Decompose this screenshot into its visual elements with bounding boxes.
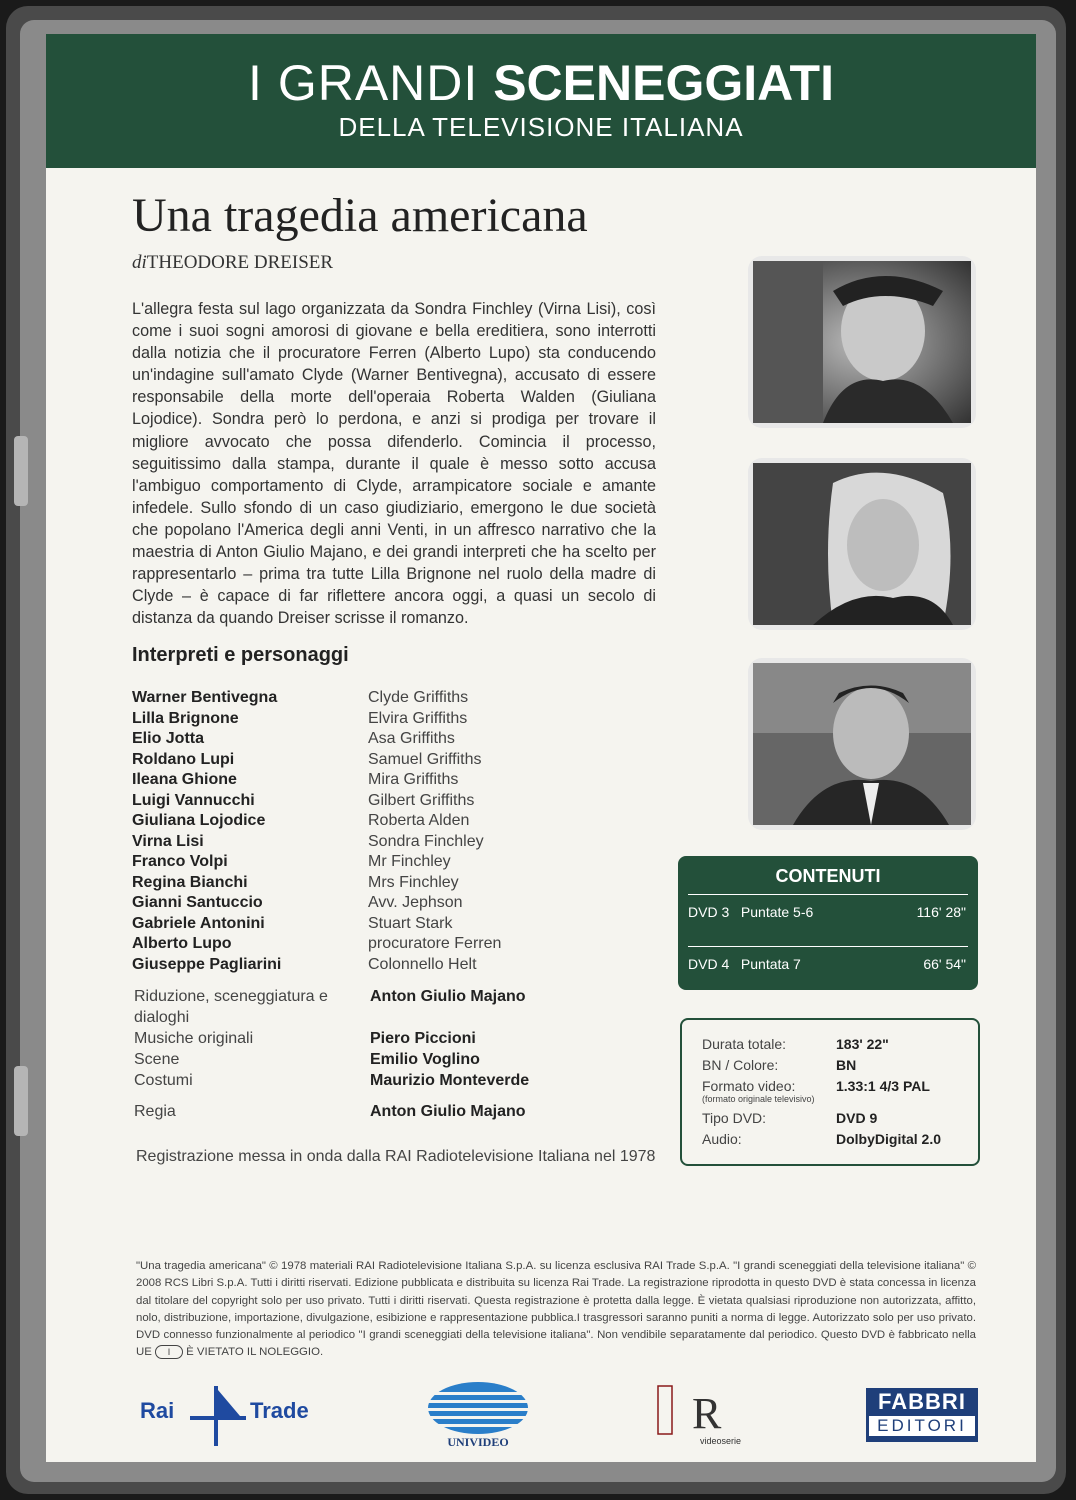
cast-row xyxy=(132,852,501,873)
legal-notice xyxy=(136,1258,976,1362)
fabbri-editori-logo xyxy=(866,1388,978,1442)
legal-text: "Una tragedia americana" © 1978 materiali RAI Radiotelevisione Italiana S.p.A. su licenza esclusiva RAI Trade S.p.A. "I grandi sceneggiati della televisione italiana" © 2008 RCS Libri S.p.A. Tutti i diritti riservati. Edizione pubblicata e distribuita su licenza Rai Trade. La registrazione riprodotta in questo DVD è stata concessa in licenza dal titolare del copyright solo per uso privato. Tutti i diritti riservati. Questa registrazione è protetta dalla legge. È vietata qualsiasi riproduzione non autorizzata, affitto, nolo, distribuzione, importazione, divulgazione, esibizione e rappresentazione pubblica.I trasgressori saranno puniti a norma di legge. Autorizzato solo per uso privato. DVD connesso funzionalmente al periodico "I grandi sceneggiati della televisione italiana". Non vendibile separatamente dal periodico. Questo DVD è fabbricato nella UE xyxy=(136,1260,976,1359)
contents-duration: 116' 28" xyxy=(916,904,966,920)
tech-value: DVD 9 xyxy=(836,1110,878,1126)
crew-name: Maurizio Monteverde xyxy=(370,1072,530,1089)
cast-actor: Warner Bentivegna xyxy=(132,689,278,706)
tech-label xyxy=(702,1078,815,1104)
cast-role: Mrs Finchley xyxy=(368,873,459,891)
series-title-bold: SCENEGGIATI xyxy=(493,55,834,111)
univideo-text: UNIVIDEO xyxy=(447,1435,509,1449)
cast-row xyxy=(132,955,501,976)
contents-episodes: Puntata 7 xyxy=(740,956,801,972)
cast-row xyxy=(132,934,501,955)
author-line xyxy=(132,252,333,274)
trade-logo-text: Trade xyxy=(250,1398,309,1423)
univideo-logo xyxy=(426,1380,530,1450)
tech-value: 183' 22" xyxy=(836,1036,889,1052)
svg-text:R: R xyxy=(692,1389,722,1438)
still-photo xyxy=(748,256,976,428)
cast-role: Samuel Griffiths xyxy=(368,750,482,768)
divider xyxy=(688,946,968,947)
cast-actor: Ileana Ghione xyxy=(132,771,237,788)
tech-specs-box xyxy=(680,1018,980,1166)
tech-label: Tipo DVD: xyxy=(702,1110,767,1126)
series-subtitle: DELLA TELEVISIONE ITALIANA xyxy=(338,112,744,142)
still-photo xyxy=(748,658,976,830)
case-hinge xyxy=(14,436,28,506)
cast-row xyxy=(132,914,501,935)
case-hinge xyxy=(14,1066,28,1136)
videoserie-text: videoserie xyxy=(700,1436,742,1446)
rai-logo-text: Rai xyxy=(140,1398,175,1423)
cast-role: Sondra Finchley xyxy=(368,832,484,850)
contents-item xyxy=(688,956,966,972)
contents-episodes: Puntate 5-6 xyxy=(740,904,814,920)
cast-row xyxy=(132,729,501,750)
crew-role: Musiche originali xyxy=(134,1030,254,1047)
series-banner xyxy=(46,34,1036,168)
cast-row xyxy=(132,811,501,832)
cast-role: Clyde Griffiths xyxy=(368,689,469,706)
series-title-prefix: I GRANDI xyxy=(248,55,479,111)
crew-row xyxy=(134,986,529,1028)
contents-heading: CONTENUTI xyxy=(775,866,881,886)
cast-row xyxy=(132,893,501,914)
contents-disc: DVD 4 xyxy=(688,956,730,972)
crew-role: Costumi xyxy=(134,1072,193,1089)
cast-row xyxy=(132,688,501,709)
cast-list xyxy=(132,688,501,975)
tech-label: Audio: xyxy=(702,1131,742,1147)
cast-row xyxy=(132,791,501,812)
crew-row xyxy=(134,1070,529,1091)
cast-role: Roberta Alden xyxy=(368,812,470,829)
crew-list xyxy=(134,986,529,1122)
tech-label-text: Formato video: xyxy=(702,1078,796,1094)
author-name: THEODORE DREISER xyxy=(146,252,334,273)
cast-actor: Virna Lisi xyxy=(132,832,204,850)
crew-role: Scene xyxy=(134,1051,180,1068)
contents-item xyxy=(688,904,966,920)
tech-label: Durata totale: xyxy=(702,1036,787,1052)
cast-actor: Giuseppe Pagliarini xyxy=(132,955,282,973)
still-photo xyxy=(748,458,976,630)
fabbri-top-text: FABBRI xyxy=(878,1389,966,1414)
tech-value: BN xyxy=(836,1057,857,1073)
tech-value: DolbyDigital 2.0 xyxy=(836,1131,942,1147)
cast-actor: Roldano Lupi xyxy=(132,750,235,768)
synopsis: L'allegra festa sul lago organizzata da Sondra Finchley (Virna Lisi), così come i suoi sogni amorosi di giovane e bella ereditiera, sono interrotti dalla notizia che il procuratore Ferren (Alberto Lupo) sta conducendo un'indagine sull'amato Clyde (Warner Bentivegna), accusato di essere responsabile della morte dell'operaia Roberta Walden (Giuliana Lojodice). Sondra però lo perdona, e anzi si prodiga per trovare il migliore avvocato che possa difenderlo. Comincia il processo, seguitissimo dalla stampa, durante il quale è messo sotto accusa l'ambiguo comportamento di Clyde, arrampicatore sociale e amante infedele. Sullo sfondo di un caso giudiziario, emergono le due società che popolano l'America degli anni Venti, in un affresco narrativo che la maestria di Anton Giulio Majano, e dei grandi interpreti che ha scelto per rappresentarlo – prima tra tutte Lilla Brignone nel ruolo della madre di Clyde – è capace di far riflettere ancora oggi, a quasi un secolo di distanza da quando Dreiser scrisse il romanzo. xyxy=(132,300,656,628)
cast-role: Mira Griffiths xyxy=(368,771,459,788)
cast-actor: Giuliana Lojodice xyxy=(132,812,266,829)
back-cover xyxy=(46,34,1036,1462)
crew-row xyxy=(134,1101,529,1122)
ue-mark-text: I xyxy=(167,1347,171,1358)
cast-role: Avv. Jephson xyxy=(368,894,463,911)
cast-actor: Gabriele Antonini xyxy=(132,914,265,932)
crew-row xyxy=(134,1049,529,1070)
cast-role: Gilbert Griffiths xyxy=(368,791,475,809)
registration-note: Registrazione messa in onda dalla RAI Radiotelevisione Italiana nel 1978 xyxy=(136,1148,656,1165)
crew-name: Emilio Voglino xyxy=(370,1051,480,1068)
fabbri-bottom-text: EDITORI xyxy=(869,1416,975,1436)
cast-row xyxy=(132,770,501,791)
cast-role: procuratore Ferren xyxy=(368,935,502,952)
cast-row xyxy=(132,750,501,771)
cast-role: Mr Finchley xyxy=(368,853,451,870)
cast-role: Colonnello Helt xyxy=(368,955,477,973)
cast-row xyxy=(132,709,501,730)
author-prefix: di xyxy=(132,252,147,273)
cast-role: Asa Griffiths xyxy=(368,730,455,747)
cast-heading: Interpreti e personaggi xyxy=(132,644,349,666)
cast-actor: Franco Volpi xyxy=(132,853,228,870)
tech-value: 1.33:1 4/3 PAL xyxy=(836,1078,930,1094)
divider xyxy=(688,894,968,895)
crew-row xyxy=(134,1028,529,1049)
cast-row xyxy=(132,873,501,894)
tech-sublabel: (formato originale televisivo) xyxy=(702,1094,815,1104)
tech-label: BN / Colore: xyxy=(702,1057,779,1073)
legal-tail: È VIETATO IL NOLEGGIO. xyxy=(186,1346,324,1359)
film-title: Una tragedia americana xyxy=(132,189,588,242)
rai-trade-logo xyxy=(140,1380,320,1450)
ue-mark xyxy=(155,1345,183,1359)
cast-actor: Gianni Santuccio xyxy=(132,894,263,911)
crew-role: Regia xyxy=(134,1103,176,1120)
crew-role: Riduzione, sceneggiatura e dialoghi xyxy=(134,988,328,1026)
cast-role: Stuart Stark xyxy=(368,914,453,932)
cast-actor: Regina Bianchi xyxy=(132,873,248,891)
crew-name: Piero Piccioni xyxy=(370,1030,476,1047)
crew-name: Anton Giulio Majano xyxy=(370,988,526,1005)
contents-disc: DVD 3 xyxy=(688,904,730,920)
cast-row xyxy=(132,832,501,853)
videoserie-logo xyxy=(656,1380,742,1450)
contents-box xyxy=(678,856,978,990)
cast-actor: Luigi Vannucchi xyxy=(132,791,255,809)
cast-role: Elvira Griffiths xyxy=(368,709,468,727)
series-title xyxy=(46,56,1036,110)
cast-actor: Lilla Brignone xyxy=(132,709,239,727)
contents-duration: 66' 54" xyxy=(923,956,966,972)
crew-name: Anton Giulio Majano xyxy=(370,1103,526,1120)
cast-actor: Elio Jotta xyxy=(132,730,205,747)
cast-actor: Alberto Lupo xyxy=(132,935,232,952)
